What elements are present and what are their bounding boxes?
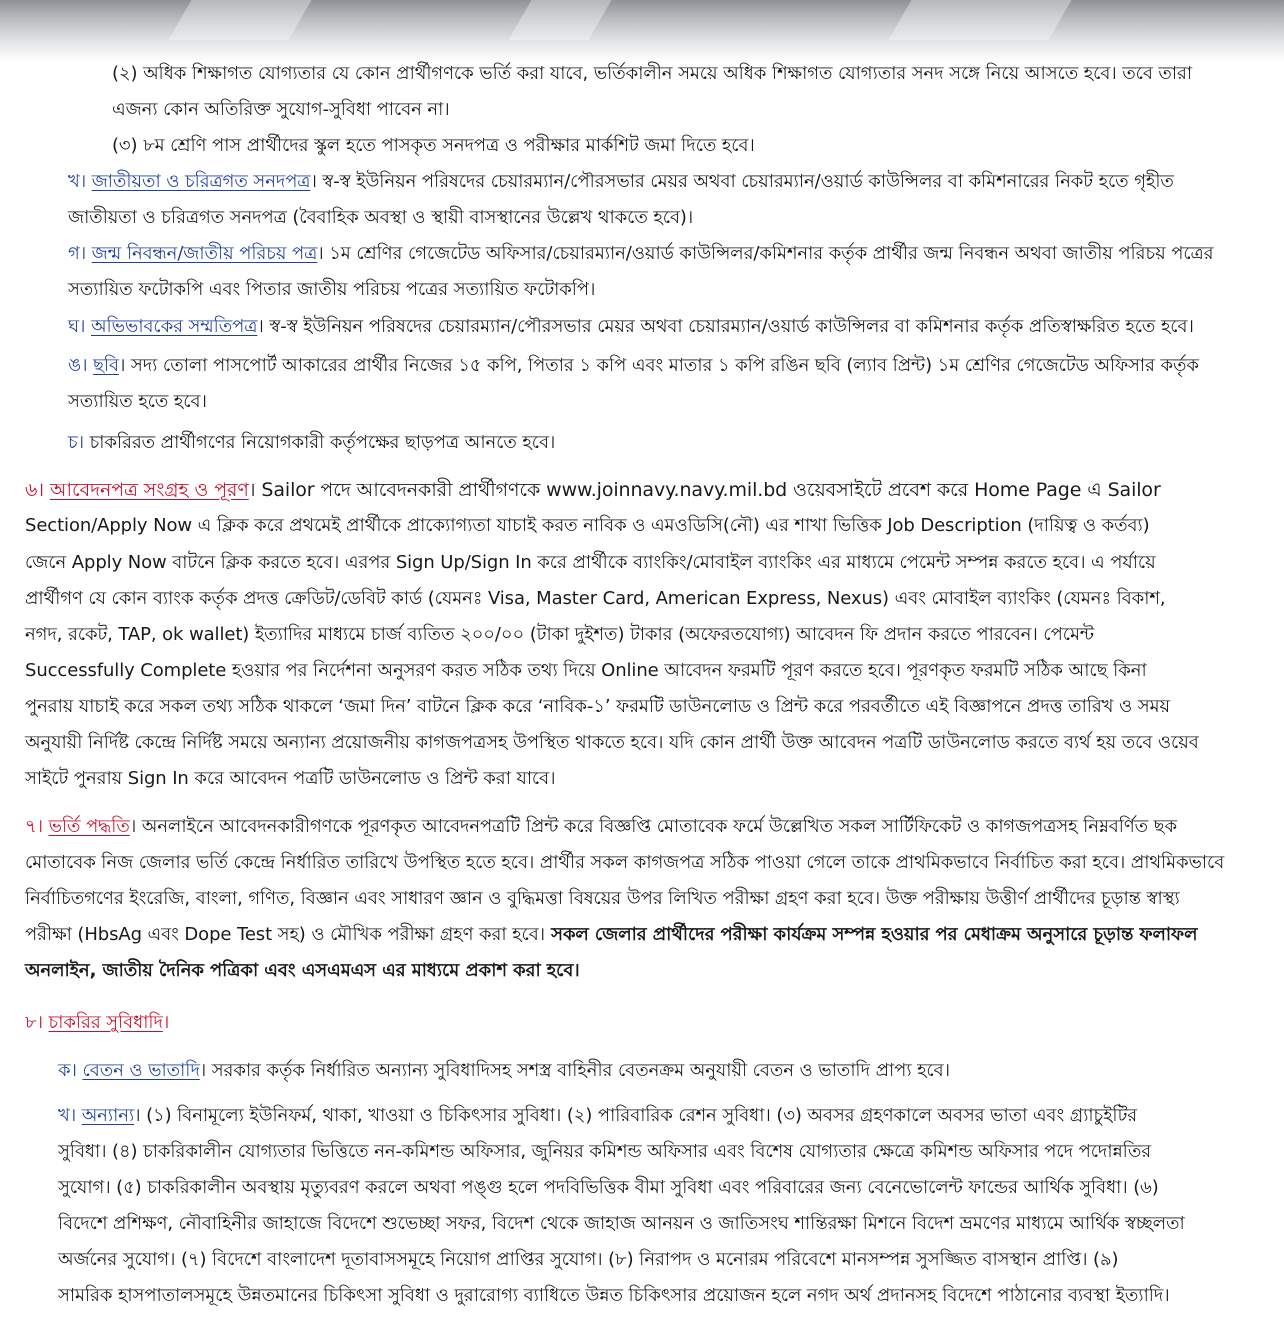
paragraph-line: জেনে Apply Now বাটনে ক্লিক করতে হবে। এরপর Sign Up/Sign In করে প্রার্থীকে ব্যাংকিং/মোবাইল ব্যাংকিং এর মাধ্যমে পেমেন্ট সম্পন্ন করতে হবে। এ পর্যায়ে [25, 552, 1156, 573]
item-heading: অন্যান্য [81, 1105, 135, 1126]
paragraph-line: জাতীয়তা ও চরিত্রগত সনদপত্র (বৈবাহিক অবস্থা ও স্থায়ী বাসস্থানের উল্লেখ থাকতে হবে)। [68, 207, 694, 228]
item-marker: ঙ। [68, 355, 88, 376]
item-marker: গ। [68, 243, 87, 264]
section-number: ৬। [25, 479, 44, 501]
paragraph-line: (২) অধিক শিক্ষাগত যোগ্যতার যে কোন প্রার্থীগণকে ভর্তি করা যাবে, ভর্তিকালীন সময়ে অধিক শিক্ষাগত যোগ্যতার সনদ সঙ্গে নিয়ে আসতে হবে। তবে তারা [112, 63, 1193, 84]
section-heading: ভর্তি পদ্ধতি [48, 816, 130, 837]
paragraph-line: সত্যায়িত হতে হবে। [68, 391, 207, 412]
item-marker: ঘ। [68, 316, 86, 337]
section-number: ৮। [25, 1012, 43, 1033]
item-ga-birth-registration: গ। জন্ম নিবন্ধন/জাতীয় পরিচয় পত্র। ১ম শ্রেণির গেজেটেড অফিসার/চেয়ারম্যান/ওয়ার্ড কাউন্সিলর/কমিশনার কর্তৃক প্রার্থীর জন্ম নিবন্ধন অথবা জাতীয় পরিচয় পত্রের [68, 243, 1214, 264]
paragraph-line: সত্যায়িত ফটোকপি এবং পিতার জাতীয় পরিচয় পত্রের সত্যায়িত ফটোকপি। [68, 279, 596, 300]
paragraph-line: নগদ, রকেট, TAP, ok wallet) ইত্যাদির মাধ্যমে চার্জ ব্যতিত ২০০/০০ (টাকা দুইশত) টাকার (অফেরতযোগ্য) আবেদন ফি প্রদান করতে পারবেন। পেমেন্ট [25, 624, 1094, 645]
paragraph-line: এজন্য কোন অতিরিক্ত সুযোগ-সুবিধা পাবেন না। [112, 99, 450, 120]
section-heading: চাকরির সুবিধাদি [48, 1012, 163, 1033]
item-heading: বেতন ও ভাতাদি [82, 1060, 200, 1081]
section-8-benefits: ৮। চাকরির সুবিধাদি। [25, 1012, 170, 1033]
item-heading: জন্ম নিবন্ধন/জাতীয় পরিচয় পত্র [91, 243, 318, 264]
paragraph-line: প্রার্থীগণ যে কোন ব্যাংক কর্তৃক প্রদত্ত ক্রেডিট/ডেবিট কার্ড (যেমনঃ Visa, Master Card, American Express, Nexus) এবং মোবাইল ব্যাংকিং (যেমনঃ বিকাশ, [25, 588, 1166, 609]
item-heading: ছবি [93, 355, 119, 376]
paragraph-line: সাইটে পুনরায় Sign In করে আবেদন পত্রটি ডাউনলোড ও প্রিন্ট করা যাবে। [25, 768, 556, 789]
item-kha-others: খ। অন্যান্য। (১) বিনামূল্যে ইউনিফর্ম, থাকা, খাওয়া ও চিকিৎসার সুবিধা। (২) পারিবারিক রেশন সুবিধা। (৩) অবসর গ্রহণকালে অবসর ভাতা এবং গ্র্যাচুইটির [58, 1105, 1138, 1126]
item-marker: চ। [68, 432, 84, 453]
paragraph-line: নির্বাচিতগণের ইংরেজি, বাংলা, গণিত, বিজ্ঞান এবং সাধারণ জ্ঞান ও বুদ্ধিমত্তা বিষয়ের উপর লিখিত পরীক্ষা গ্রহণ করা হবে। উক্ত পরীক্ষায় উত্তীর্ণ প্রার্থীদের চূড়ান্ত স্বাস্থ্য [25, 888, 1180, 909]
item-marker: ক। [58, 1060, 77, 1081]
paragraph-line: মোতাবেক নিজ জেলার ভর্তি কেন্দ্রে নির্ধারিত তারিখে উপস্থিত হতে হবে। প্রার্থীর সকল কাগজপত্র সঠিক পাওয়া গেলে তাকে প্রাথমিকভাবে নির্বাচিত করা হবে। প্রাথমিকভাবে [25, 852, 1225, 873]
paragraph-line: Successfully Complete হওয়ার পর নির্দেশনা অনুসরণ করত সঠিক তথ্য দিয়ে Online আবেদন ফরমটি পূরণ করতে হবে। পূরণকৃত ফরমটি সঠিক আছে কিনা [25, 660, 1147, 681]
item-umo-photo: ঙ। ছবি। সদ্য তোলা পাসপোর্ট আকারের প্রার্থীর নিজের ১৫ কপি, পিতার ১ কপি এবং মাতার ১ কপি রঙিন ছবি (ল্যাব প্রিন্ট) ১ম শ্রেণির গেজেটেড অফিসার কর্তৃক [68, 355, 1199, 376]
paragraph-line: সামরিক হাসপাতালসমূহে উন্নতমানের চিকিৎসা সুবিধা ও দুরারোগ্য ব্যাধিতে উন্নত চিকিৎসার প্রয়োজন হলে নগদ অর্থ প্রদানসহ বিদেশে পাঠানোর ব্যবস্থা ইত্যাদি। [58, 1285, 1170, 1306]
item-marker: খ। [58, 1105, 77, 1126]
item-cha-clearance: চ। চাকরিরত প্রার্থীগণের নিয়োগকারী কর্তৃপক্ষের ছাড়পত্র আনতে হবে। [68, 432, 556, 453]
item-ka-salary: ক। বেতন ও ভাতাদি। সরকার কর্তৃক নির্ধারিত অন্যান্য সুবিধাদিসহ সশস্ত্র বাহিনীর বেতনক্রম অনুযায়ী বেতন ও ভাতাদি প্রাপ্য হবে। [58, 1060, 950, 1081]
paragraph-line: পুনরায় যাচাই করে সকল তথ্য সঠিক থাকলে ‘জমা দিন’ বাটনে ক্লিক করে ‘নাবিক-১’ ফরমটি ডাউনলোড ও প্রিন্ট করে পরবর্তীতে এই বিজ্ঞাপনে প্রদত্ত তারিখ ও সময় [25, 696, 1170, 717]
section-number: ৭। [25, 816, 43, 837]
paragraph-line: অনলাইন, জাতীয় দৈনিক পত্রিকা এবং এসএমএস এর মাধ্যমে প্রকাশ করা হবে। [25, 960, 580, 981]
item-heading: জাতীয়তা ও চরিত্রগত সনদপত্র [91, 171, 311, 192]
item-kha-nationality: খ। জাতীয়তা ও চরিত্রগত সনদপত্র। স্ব-স্ব ইউনিয়ন পরিষদের চেয়ারম্যান/পৌরসভার মেয়র অথবা চেয়ারম্যান/ওয়ার্ড কাউন্সিলর বা কমিশনারের নিকট হতে গৃহীত [68, 171, 1174, 192]
item-marker: খ। [68, 171, 87, 192]
paragraph-line: Section/Apply Now এ ক্লিক করে প্রথমেই প্রার্থীকে প্রাক্যোগ্যতা যাচাই করত নাবিক ও এমওডিসি(নৌ) এর শাখা ভিত্তিক Job Description (দায়িত্ব ও কর্তব্য) [25, 515, 1150, 536]
section-heading: আবেদনপত্র সংগ্রহ ও পূরণ [49, 479, 249, 501]
paragraph-line: পরীক্ষা (HbsAg এবং Dope Test সহ) ও মৌখিক পরীক্ষা গ্রহণ করা হবে। সকল জেলার প্রার্থীদের পরীক্ষা কার্যক্রম সম্পন্ন হওয়ার পর মেধাক্রম অনুসারে চূড়ান্ত ফলাফল [25, 924, 1198, 945]
section-7-admission: ৭। ভর্তি পদ্ধতি। অনলাইনে আবেদনকারীগণকে পূরণকৃত আবেদনপত্রটি প্রিন্ট করে বিজ্ঞপ্তি মোতাবেক ফর্মে উল্লেখিত সকল সার্টিফিকেট ও কাগজপত্রসহ নিম্নবর্ণিত ছক [25, 816, 1177, 837]
paragraph-line: (৩) ৮ম শ্রেণি পাস প্রার্থীদের স্কুল হতে পাসকৃত সনদপত্র ও পরীক্ষার মার্কশিট জমা দিতে হবে। [112, 135, 755, 156]
paragraph-line: অর্জনের সুযোগ। (৭) বিদেশে বাংলাদেশ দূতাবাসসমূহে নিয়োগ প্রাপ্তির সুযোগ। (৮) নিরাপদ ও মনোরম পরিবেশে মানসম্পন্ন সুসজ্জিত বাসস্থান প্রাপ্তি। (৯) [58, 1249, 1119, 1270]
item-heading: অভিভাবকের সম্মতিপত্র [90, 316, 258, 337]
paragraph-line: সুযোগ। (৫) চাকরিকালীন অবস্থায় মৃত্যুবরণ করলে অথবা পঙ্গু হলে পদবিভিত্তিক বীমা সুবিধা এবং পরিবারের জন্য বেনেভোলেন্ট ফান্ডের আর্থিক সুবিধা। (৬) [58, 1177, 1159, 1198]
paragraph-line: বিদেশে প্রশিক্ষণ, নৌবাহিনীর জাহাজে বিদেশে শুভেচ্ছা সফর, বিদেশ থেকে জাহাজ আনয়ন ও জাতিসংঘ শান্তিরক্ষা মিশনে বিদেশ ভ্রমণের মাধ্যমে আর্থিক স্বচ্ছলতা [58, 1213, 1185, 1234]
item-gha-guardian-consent: ঘ। অভিভাবকের সম্মতিপত্র। স্ব-স্ব ইউনিয়ন পরিষদের চেয়ারম্যান/পৌরসভার মেয়র অথবা চেয়ারম্যান/ওয়ার্ড কাউন্সিলর বা কমিশনার কর্তৃক প্রতিস্বাক্ষরিত হতে হবে। [68, 316, 1194, 337]
paragraph-line: অনুযায়ী নির্দিষ্ট কেন্দ্রে নির্দিষ্ট সময়ে অন্যান্য প্রয়োজনীয় কাগজপত্রসহ উপস্থিত থাকতে হবে। যদি কোন প্রার্থী উক্ত আবেদন পত্রটি ডাউনলোড করতে ব্যর্থ হয় তবে ওয়েব [25, 732, 1199, 753]
section-6-application: ৬। আবেদনপত্র সংগ্রহ ও পূরণ। Sailor পদে আবেদনকারী প্রার্থীগণকে www.joinnavy.navy.mil.bd ওয়েবসাইটে প্রবেশ করে Home Page এ Sailor [25, 479, 1161, 501]
paragraph-line: সুবিধা। (৪) চাকরিকালীন যোগ্যতার ভিত্তিতে নন-কমিশন্ড অফিসার, জুনিয়র কমিশন্ড অফিসার এবং বিশেষ যোগ্যতার ক্ষেত্রে কমিশন্ড অফিসার পদে পদোন্নতির [58, 1141, 1152, 1162]
